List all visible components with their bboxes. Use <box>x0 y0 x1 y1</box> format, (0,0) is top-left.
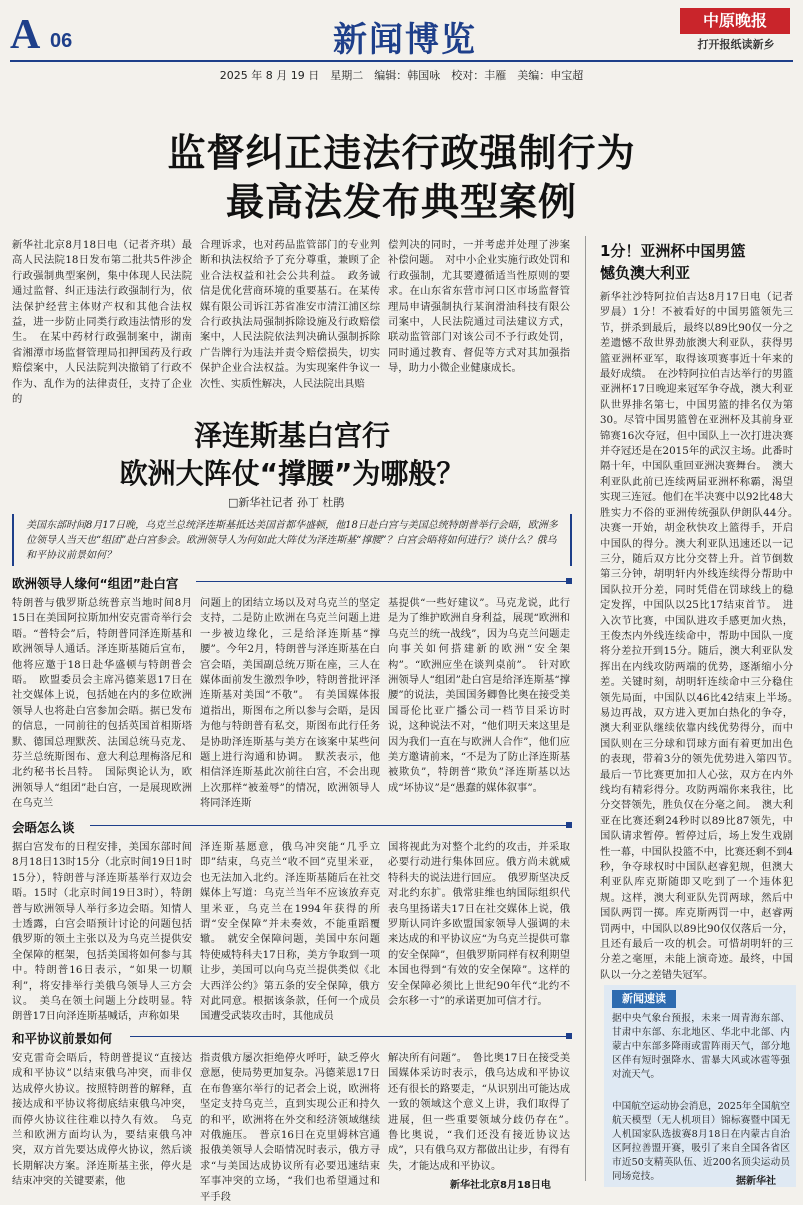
page-number: 06 <box>50 30 73 52</box>
column-divider <box>585 236 586 1181</box>
article2-headline-line2: 欧洲大阵仗“撑腰”为哪般？ <box>119 457 465 490</box>
main-article-column-1: 新华社北京8月18日电（记者齐琪）最高人民法院18日发布第二批共5件涉企行政强制典型案例，集中体现人民法院通过监督、纠正违法行政强制行为，依法保护经营主体财产权和其他合法权益，进一步防止同类行政违法情形的发生。 在某中药材行政强制案中，湖南省湘潭市场监督管理局扣押国药及行政赔偿案中，人民法院判决撤销了行政不作为、乱作为的法律责任，支持了企业的 <box>12 239 192 406</box>
subheading-marker <box>566 1033 572 1039</box>
edition-info: 2025 年 8 月 19 日 星期二 编辑：韩国咏 校对：丰雁 美编：申宝超 <box>219 69 584 82</box>
page-letter: A <box>10 12 41 58</box>
article3-headline-line1: 1分！亚洲杯中国男篮 <box>600 242 746 260</box>
news-brief-title: 新闻速读 <box>612 990 676 1008</box>
main-headline-line1: 监督纠正违法行政强制行为 <box>167 131 636 175</box>
main-article-column-3: 偿判决的同时，一并考虑并处理了涉案补偿问题。 对中小企业实施行政处罚和行政强制，尤其要遵循适当性原则的要求。在山东省东营市河口区市场监督管理局申请强制执行某润滑油科技有限公司案中，人民法院通过司法建议方式，联动监管部门对该公司不予行政处罚，同时通过教育、督促等方式对其加强指导，助力小微企业健康成长。 <box>388 239 570 375</box>
header-rule <box>10 60 793 62</box>
article2-headline-line1: 泽连斯基白宫行 <box>193 419 390 452</box>
subheading-1: 欧洲领导人缘何“组团”赴白宫 <box>12 576 179 591</box>
section-title: 新闻博览 <box>333 20 477 60</box>
subheading-3: 和平协议前景如何 <box>12 1031 113 1046</box>
subheading-marker <box>566 578 572 584</box>
newspaper-slogan: 打开报纸读新乡 <box>697 38 775 51</box>
subheading-rule <box>90 825 566 826</box>
section1-column-3: 基提供“一些好建议”。马克龙说，此行是为了维护欧洲自身利益，展现“欧洲和乌克兰的统一战线”，因为乌克兰问题走向事关如何搭建新的欧洲“安全架构”。“欧洲应坐在谈判桌前”。 针对欧洲领导人“组团”赴白宫是给泽连斯基“撑腰”的说法，美国国务卿鲁比奥在接受美国哥伦比亚广播公司一档节目采访时说，这种说法不对，“他们明天来这里是因为我们一直在与欧洲人合作”，他们应美方邀请前来，“不是为了防止泽连斯基被欺负”，特朗普“欺负”泽连斯基以达成“坏协议”是“愚蠢的媒体叙事”。 <box>388 597 570 794</box>
article3-body: 新华社沙特阿拉伯吉达8月17日电（记者罗晨）1分！不被看好的中国男篮领先三节，拼杀到最后，最终以89比90仅一分之差遗憾不敌世界劲旅澳大利亚队，获得男篮亚洲杯亚军，取得该项赛事近十年来的最好成绩。 在沙特阿拉伯吉达举行的男篮亚洲杯17日晚迎来冠军争夺战，澳大利亚队世界排名第七，中国男篮的排名仅为第30。尽管中国男篮曾在亚洲杯及其前身亚锦赛16次夺冠，但中国队上一次打进决赛并夺冠还是在2015年的武汉主场。此番时隔十年，中国队重回亚洲决赛舞台。 澳大利亚队此前已连续两届亚洲杯称霸，渴望实现三连冠。他们在半决赛中以92比48大胜实力不俗的亚洲传统强队伊朗队44分。 决赛一开始，胡金秋快攻上篮得手，开启中国队的得分。澳大利亚队迅速还以一记三分，随后双方比分交替上升。首节倒数第三分钟，胡明轩内外线连续得分帮助中国队拉开分差，同时凭借在罚球线上的稳定发挥，中国队以25比17结束首节。 进入次节比赛，中国队进攻手感更加火热，王俊杰内外线连续命中，帮助中国队一度将分差拉开到15分。随后，澳大利亚队发挥出在内线攻防两端的优势，逐渐缩小分差。关键时刻，胡明轩连续命中三分稳住领先局面，中国队以46比42结束上半场。 易边再战，双方进入更加白热化的争夺，澳大利亚队继续依靠内线优势得分，而中国队则在三分球和罚球方面有着更加出色的表现，带着3分的领先优势进入第四节。 最后一节比赛更加扣人心弦，双方在内外线均有精彩得分。攻防两端你来我往，比分交替领先，胜负仅在分毫之间。 澳大利亚在比赛还剩24秒时以89比87领先，中国队请求暂停。暂停过后，场上发生戏剧性一幕，中国队投篮不中，比赛还剩不到4秒，争夺球权时中国队赵睿犯规，但澳大利亚队库克斯随即又吃到了一个违体犯规。这样，澳大利亚队先罚两球，然后中国队两罚一掷。库克斯两罚一中，赵睿两罚两中，中国队以89比90仅仅落后一分，且还有最后一攻的机会。可惜胡明轩的三分差之毫厘，未能上演奇迹。最终，中国队以一分之差错失冠军。 <box>600 291 803 981</box>
subheading-2: 会晤怎么谈 <box>12 820 75 835</box>
subheading-marker <box>566 822 572 828</box>
section1-column-1: 特朗普与俄罗斯总统普京当地时间8月15日在美国阿拉斯加州安克雷奇举行会晤。“普特会”后，特朗普同泽连斯基和欧洲领导人通话。泽连斯基随后宣布，他将应邀于18日赴华盛顿与特朗普会晤。 欧盟委员会主席冯德莱恩17日在社交媒体上说，包括她在内的多位欧洲领导人也将赴白宫参加会晤。据已发布的信息，一同前往的包括英国首相斯塔默、德国总理默茨、法国总统马克龙、芬兰总统斯图布、意大利总理梅洛尼和北约秘书长吕特。 国际舆论认为，欧洲领导人“组团”赴白宫，一是展现欧洲在乌克兰 <box>12 597 192 810</box>
section3-column-1: 安克雷奇会晤后，特朗普提议“直接达成和平协议”以结束俄乌冲突，而非仅达成停火协议。按照特朗普的解释，直接达成和平协议将彻底结束俄乌冲突，而停火协议往往难以持久有效。 乌克兰和欧洲方面均认为，要结束俄乌冲突，双方首先要达成停火协议，然后谈长期解决方案。泽连斯基主张，停火是结束冲突的关键要素，他 <box>12 1052 192 1188</box>
section3-column-2: 指责俄方屡次拒绝停火呼吁，缺乏停火意愿，使局势更加复杂。冯德莱恩17日在布鲁塞尔举行的记者会上说，欧洲将坚定支持乌克兰，直到实现公正和持久的和平，欧洲将在外交和经济领域继续对俄施压。 普京16日在克里姆林宫通报俄美领导人会晤情况时表示，俄方寻求“与美国达成协议所有必要迅速结束军事冲突的立场，“我们也希望通过和平手段 <box>200 1052 380 1203</box>
news-brief-item-2: 中国航空运动协会消息，2025年全国航空航天模型（无人机项目）锦标赛暨中国无人机国家队选拔赛8月18日在内蒙古自治区阿拉善盟开赛，吸引了来自全国各省区市近50支精英队伍、近200名顶尖运动员同场竞技。 <box>612 1101 790 1182</box>
article2-source: 新华社北京8月18日电 <box>450 1180 551 1191</box>
article2-byline: □新华社记者 孙丁 杜鹃 <box>228 496 345 509</box>
subheading-rule <box>130 1036 566 1037</box>
main-headline-line2: 最高法发布典型案例 <box>225 180 577 224</box>
newspaper-logo: 中原晚报 <box>680 8 790 34</box>
main-article-column-2: 合理诉求，也对药品监管部门的专业判断和执法权给予了充分尊重，兼顾了企业合法权益和社会公共利益。 政务诚信是优化营商环境的重要基石。在某传媒有限公司诉江苏省准安市清江浦区综合行政执法局强制拆除设施及行政赔偿案中，人民法院依法判决确认强制拆除广告牌行为违法并责令赔偿损失，切实保护企业合法权益。为实现案件争议一次性、实质性解决，人民法院出具赔 <box>200 239 380 390</box>
subheading-rule <box>196 581 566 582</box>
section2-column-1: 据白宫发布的日程安排，美国东部时间8月18日13时15分（北京时间19日1时15分），特朗普与泽连斯基举行双边会晤。15时（北京时间19日3时），特朗普与欧洲领导人举行多边会晤。知情人士透露，白宫会晤预计讨论的问题包括俄罗斯的领土主张以及为乌克兰提供安全保障的框架，包括美国将如何参与其中。特朗普16日表示，“如果一切顺利”，将安排举行美俄乌领导人三方会议。 美乌在领土问题上分歧明显。特朗普17日向泽连斯基喊话，声称如果 <box>12 841 192 1023</box>
article3-headline-line2: 憾负澳大利亚 <box>600 264 691 282</box>
news-brief-source: 据新华社 <box>736 1176 776 1187</box>
section2-column-2: 泽连斯基愿意，俄乌冲突能“几乎立即”结束，乌克兰“收不回”克里米亚，也无法加入北约。泽连斯基随后在社交媒体上写道：乌克兰当年不应该放弃克里米亚，乌克兰在1994年获得的所谓“安全保障”并未奏效，不能重蹈覆辙。 就安全保障问题，美国中东问题特使威特科夫17日称，美方争取到一项让步，美国可以向乌克兰提供类似《北大西洋公约》第五条的安全保障，俄方对此同意。根据该条款，任何一个成员国遭受武装攻击时，其他成员 <box>200 841 380 1023</box>
news-brief-item-1: 据中央气象台预报，未来一周青海东部、甘肃中东部、东北地区、华北中北部、内蒙古中东部多降雨或雷阵雨天气，部分地区伴有短时强降水、雷暴大风或冰雹等强对流天气。 <box>612 1013 790 1080</box>
section3-column-3: 解决所有问题”。 鲁比奥17日在接受美国媒体采访时表示，俄乌达成和平协议还有很长的路要走，“从识别出可能达成一致的领域这个意义上讲，我们取得了进展，但一些重要领域分歧仍存在”。 鲁比奥说，“我们还没有接近协议达成”，只有俄乌双方都做出让步，有得有失，才能达成和平协议。 <box>388 1052 581 1172</box>
section1-column-2: 问题上的团结立场以及对乌克兰的坚定支持，二是防止欧洲在乌克兰问题上进一步被边缘化，三是给泽连斯基“撑腰”。今年2月，特朗普与泽连斯基在白宫会晤，美国副总统万斯在座，三人在媒体面前发生激烈争吵，特朗普批评泽连斯基对美国“不敬”。 有美国媒体报道指出，斯图布之所以参与会晤，是因为他与特朗普有私交，斯图布此行任务是协助泽连斯基与美方在该案中某些问题上进行沟通和协调。 默茨表示，他相信泽连斯基此次前往白宫，不会出现上次那样“被羞辱”的情况，欧洲领导人将同泽连斯 <box>200 597 380 810</box>
section2-column-3: 国将视此为对整个北约的攻击，并采取必要行动进行集体回应。俄方尚未就威特科夫的说法进行回应。 俄罗斯坚决反对北约东扩。俄常驻维也纳国际组织代表乌里扬诺夫17日在社交媒体上说，俄罗斯认同许多欧盟国家领导人强调的未来达成的和平协议应“为乌克兰提供可靠的安全保障”，但俄罗斯同样有权利期望本国也得到“有效的安全保障”。这样的安全保障必须比上世纪90年代“北约不会东移一寸”的承诺更加可信才行。 <box>388 841 570 1008</box>
article2-lead: 美国东部时间8月17日晚，乌克兰总统泽连斯基抵达美国首都华盛顿，他18日赴白宫与美国总统特朗普举行会晤，欧洲多位领导人当天也“组团”赴白宫参会。欧洲领导人为何如此大阵仗为泽连斯基“撑腰”？白宫会晤将如何进行？谈什么？俄乌和平协议前景如何？ <box>12 514 572 566</box>
